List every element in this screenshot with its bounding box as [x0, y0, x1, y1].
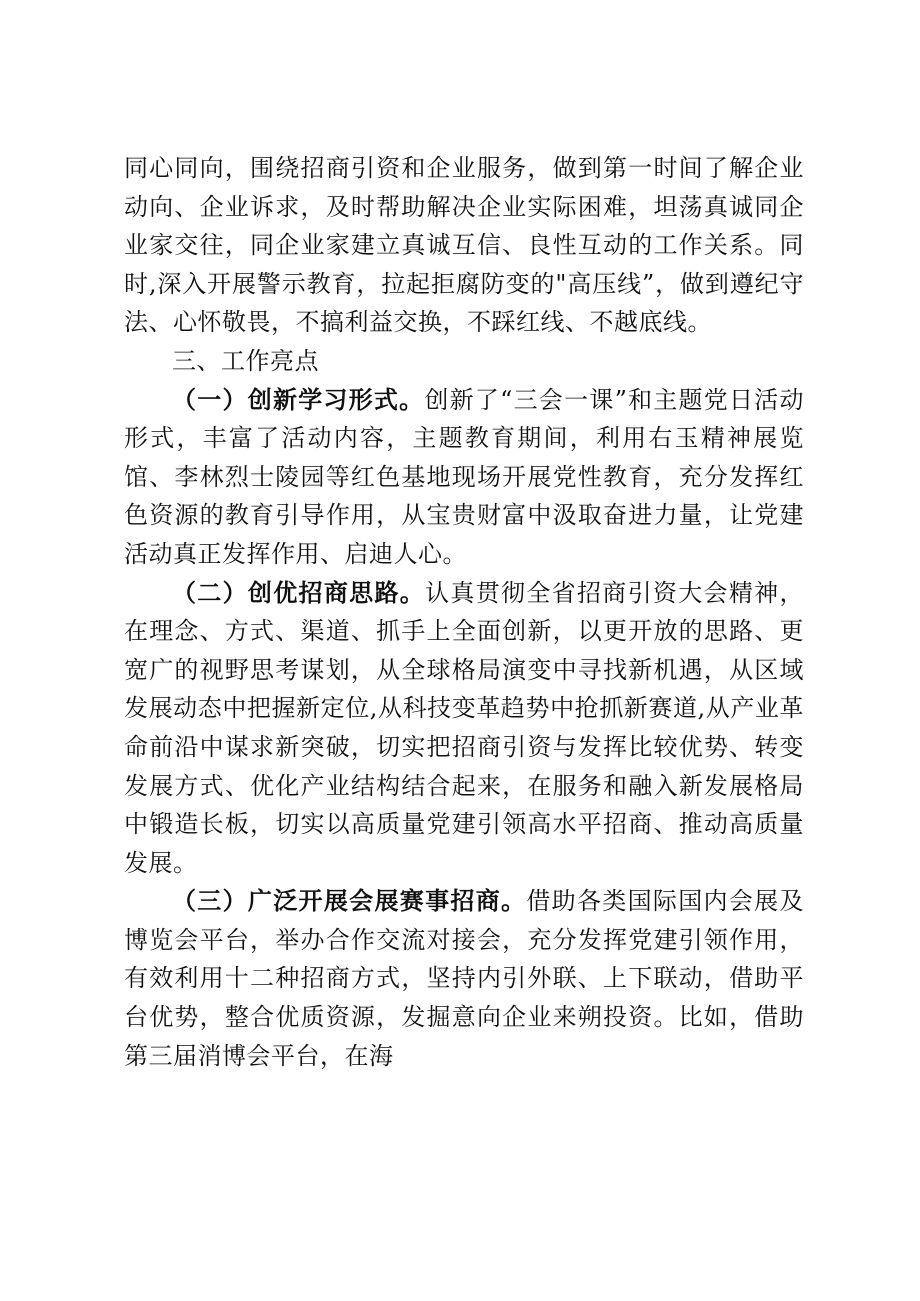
- section-heading: [124, 342, 804, 381]
- paragraph-continuation: [124, 149, 804, 342]
- paragraph-point-3: [124, 882, 804, 1075]
- paragraph-text: 同心同向，围绕招商引资和企业服务，做到第一时间了解企业动向、企业诉求，及时帮助解决企业实际困难，坦荡真诚同企业家交往，同企业家建立真诚互信、良性互动的工作关系。同时,深入开展警示教育，拉起拒腐防变的"高压线”，做到遵纪守法、心怀敬畏，不搞利益交换，不踩红线、不越底线。: [124, 154, 804, 337]
- paragraph-point-2: [124, 574, 804, 883]
- paragraph-text: 借助各类国际国内会展及博览会平台，举办合作交流对接会，充分发挥党建引领作用，有效利用十二种招商方式，坚持内引外联、上下联动，借助平台优势，整合优质资源，发掘意向企业来朔投资。比如，借助第三届消博会平台，在海: [124, 887, 804, 1070]
- paragraph-text: 认真贯彻全省招商引资大会精神，在理念、方式、渠道、抓手上全面创新，以更开放的思路、更宽广的视野思考谋划，从全球格局演变中寻找新机遇，从区域发展动态中把握新定位,从科技变革趋势中抢抓新赛道,从产业革命前沿中谋求新突破，切实把招商引资与发挥比较优势、转变发展方式、优化产业结构结合起来，在服务和融入新发展格局中锻造长板，切实以高质量党建引领高水平招商、推动高质量发展。: [124, 578, 804, 877]
- paragraph-text: 创新了“三会一课”和主题党日活动形式，丰富了活动内容，主题教育期间，利用右玉精神展览馆、李林烈士陵园等红色基地现场开展党性教育，充分发挥红色资源的教育引导作用，从宝贵财富中汲取奋进力量，让党建活动真正发挥作用、启迪人心。: [124, 385, 805, 568]
- section-heading-text: 三、工作亮点: [172, 346, 319, 375]
- paragraph-lead: （一）创新学习形式。: [172, 384, 425, 414]
- paragraph-lead: （三）广泛开展会展赛事招商。: [172, 886, 527, 916]
- paragraph-point-1: [124, 381, 804, 574]
- paragraph-lead: （二）创优招商思路。: [172, 577, 426, 607]
- document-body: [124, 149, 804, 1075]
